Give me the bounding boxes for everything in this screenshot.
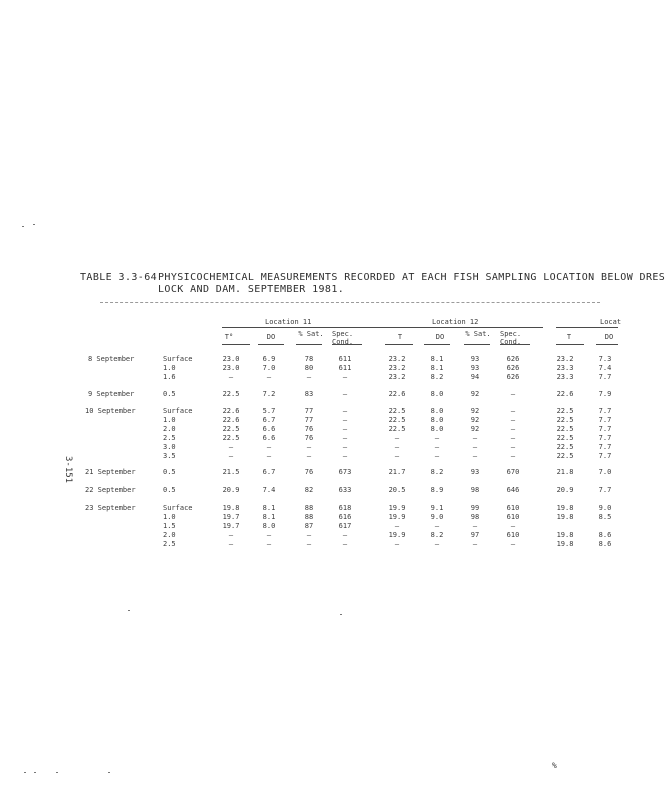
- cell: 22.5: [222, 425, 240, 433]
- row-date: 10 September: [85, 407, 136, 415]
- cell: 22.6: [222, 416, 240, 424]
- cell: 19.8: [556, 504, 574, 512]
- cell: 22.5: [556, 425, 574, 433]
- cell: 646: [506, 486, 520, 494]
- cell: 98: [470, 486, 480, 494]
- cell: 22.5: [388, 425, 406, 433]
- cell: 5.7: [262, 407, 276, 415]
- cell: 22.5: [388, 416, 406, 424]
- cell: 19.8: [556, 531, 574, 539]
- cell: 22.5: [556, 407, 574, 415]
- cell: 626: [506, 364, 520, 372]
- cell: –: [510, 443, 516, 451]
- cell: 87: [304, 522, 314, 530]
- cell: 7.2: [262, 390, 276, 398]
- row-depth: 1.5: [163, 522, 176, 530]
- cell: –: [342, 434, 348, 442]
- col-rule: [500, 344, 530, 345]
- row-depth: 2.5: [163, 540, 176, 548]
- cell: –: [306, 540, 312, 548]
- cell: 7.0: [598, 468, 612, 476]
- cell: 6.7: [262, 416, 276, 424]
- cell: 99: [470, 504, 480, 512]
- cell: 8.1: [430, 364, 444, 372]
- col-rule: [296, 344, 322, 345]
- cell: 8.2: [430, 468, 444, 476]
- cell: –: [306, 531, 312, 539]
- cell: 22.5: [556, 452, 574, 460]
- cell: –: [510, 407, 516, 415]
- cell: 673: [338, 468, 352, 476]
- cell: 82: [304, 486, 314, 494]
- cell: 8.5: [598, 513, 612, 521]
- cell: 8.0: [430, 425, 444, 433]
- cell: 626: [506, 355, 520, 363]
- col-header-l13-do: DO: [604, 333, 614, 341]
- cell: 22.5: [222, 390, 240, 398]
- cell: 77: [304, 407, 314, 415]
- col-rule: [222, 344, 250, 345]
- cell: –: [394, 540, 400, 548]
- cell: 8.0: [430, 390, 444, 398]
- cell: 7.7: [598, 373, 612, 381]
- cell: –: [472, 522, 478, 530]
- cell: 20.9: [222, 486, 240, 494]
- cell: –: [342, 540, 348, 548]
- cell: 22.5: [388, 407, 406, 415]
- cell: 76: [304, 434, 314, 442]
- cell: 23.0: [222, 355, 240, 363]
- cell: –: [394, 443, 400, 451]
- cell: –: [266, 540, 272, 548]
- scan-speck: [56, 772, 58, 773]
- cell: 23.3: [556, 364, 574, 372]
- cell: –: [228, 531, 234, 539]
- cell: 21.5: [222, 468, 240, 476]
- scan-speck: [128, 610, 130, 611]
- cell: 19.7: [222, 522, 240, 530]
- table-title-line2: LOCK AND DAM. SEPTEMBER 1981.: [158, 284, 345, 295]
- cell: 19.8: [222, 504, 240, 512]
- col-header-l11-do: DO: [266, 333, 276, 341]
- cell: –: [434, 452, 440, 460]
- cell: 6.7: [262, 468, 276, 476]
- cell: 88: [304, 513, 314, 521]
- row-date: 9 September: [88, 390, 135, 398]
- cell: 7.7: [598, 407, 612, 415]
- location-11-header: Location 11: [265, 318, 312, 326]
- row-depth: 2.0: [163, 531, 176, 539]
- cell: 23.2: [388, 364, 406, 372]
- cell: 21.7: [388, 468, 406, 476]
- cell: 626: [506, 373, 520, 381]
- cell: 633: [338, 486, 352, 494]
- cell: 92: [470, 425, 480, 433]
- cell: 7.4: [262, 486, 276, 494]
- cell: 19.9: [388, 513, 406, 521]
- scan-speck: [24, 772, 26, 773]
- cell: 9.0: [598, 504, 612, 512]
- cell: –: [342, 452, 348, 460]
- cell: 617: [338, 522, 352, 530]
- cell: 22.6: [388, 390, 406, 398]
- col-header-l12-sat: % Sat.: [465, 330, 491, 338]
- cell: 7.9: [598, 390, 612, 398]
- cell: 92: [470, 390, 480, 398]
- cell: –: [342, 373, 348, 381]
- cell: 7.7: [598, 416, 612, 424]
- cell: –: [342, 531, 348, 539]
- cell: 670: [506, 468, 520, 476]
- cell: 83: [304, 390, 314, 398]
- cell: 7.7: [598, 425, 612, 433]
- cell: –: [342, 390, 348, 398]
- cell: –: [510, 416, 516, 424]
- cell: 7.7: [598, 434, 612, 442]
- cell: 7.7: [598, 452, 612, 460]
- cell: 20.9: [556, 486, 574, 494]
- cell: –: [472, 443, 478, 451]
- cell: 23.2: [556, 355, 574, 363]
- row-depth: 1.0: [163, 364, 176, 372]
- cell: 23.3: [556, 373, 574, 381]
- table-title-line1: PHYSICOCHEMICAL MEASUREMENTS RECORDED AT EACH FISH SAMPLING LOCATION BELOW DRES: [158, 272, 665, 283]
- location-13-rule: [556, 327, 618, 328]
- cell: 22.5: [556, 443, 574, 451]
- cell: 8.6: [598, 540, 612, 548]
- cell: 7.4: [598, 364, 612, 372]
- cell: –: [342, 416, 348, 424]
- col-rule: [332, 344, 362, 345]
- cell: –: [434, 434, 440, 442]
- cell: 6.6: [262, 425, 276, 433]
- cell: 93: [470, 364, 480, 372]
- scan-speck: [22, 226, 24, 227]
- cell: –: [228, 540, 234, 548]
- cell: –: [266, 443, 272, 451]
- cell: 23.0: [222, 364, 240, 372]
- cell: –: [228, 452, 234, 460]
- cell: –: [434, 443, 440, 451]
- scan-speck: [340, 614, 342, 615]
- cell: –: [510, 540, 516, 548]
- cell: 19.8: [556, 513, 574, 521]
- cell: –: [472, 540, 478, 548]
- row-date: 22 September: [85, 486, 136, 494]
- cell: 19.9: [388, 504, 406, 512]
- cell: 7.3: [598, 355, 612, 363]
- row-depth: Surface: [163, 504, 193, 512]
- cell: 610: [506, 504, 520, 512]
- location-13-header: Locat: [600, 318, 622, 326]
- cell: 23.2: [388, 373, 406, 381]
- row-depth: 1.0: [163, 513, 176, 521]
- cell: –: [472, 434, 478, 442]
- cell: 6.9: [262, 355, 276, 363]
- cell: –: [228, 373, 234, 381]
- location-12-header: Location 12: [432, 318, 479, 326]
- cell: 611: [338, 355, 352, 363]
- col-rule: [424, 344, 450, 345]
- cell: 93: [470, 355, 480, 363]
- cell: 8.9: [430, 486, 444, 494]
- cell: 94: [470, 373, 480, 381]
- col-header-l12-cond: Spec. Cond.: [500, 330, 522, 346]
- row-depth: 2.5: [163, 434, 176, 442]
- col-rule: [464, 344, 490, 345]
- cell: 88: [304, 504, 314, 512]
- cell: 77: [304, 416, 314, 424]
- col-header-l11-cond: Spec. Cond.: [332, 330, 354, 346]
- cell: 19.7: [222, 513, 240, 521]
- cell: –: [394, 434, 400, 442]
- row-depth: 0.5: [163, 468, 176, 476]
- col-header-l11-temp: T°: [224, 333, 234, 341]
- col-rule: [258, 344, 284, 345]
- cell: 92: [470, 416, 480, 424]
- cell: 19.8: [556, 540, 574, 548]
- cell: 76: [304, 425, 314, 433]
- cell: 7.7: [598, 443, 612, 451]
- cell: –: [394, 452, 400, 460]
- cell: 8.2: [430, 373, 444, 381]
- row-date: 21 September: [85, 468, 136, 476]
- corner-mark: %: [552, 761, 557, 770]
- cell: 611: [338, 364, 352, 372]
- cell: –: [266, 452, 272, 460]
- row-depth: 3.0: [163, 443, 176, 451]
- cell: 92: [470, 407, 480, 415]
- row-depth: 3.5: [163, 452, 176, 460]
- cell: 22.6: [556, 390, 574, 398]
- cell: 80: [304, 364, 314, 372]
- cell: –: [472, 452, 478, 460]
- cell: –: [306, 452, 312, 460]
- cell: 8.2: [430, 531, 444, 539]
- cell: –: [434, 540, 440, 548]
- cell: 22.5: [222, 434, 240, 442]
- cell: 20.5: [388, 486, 406, 494]
- page-number: 3-151: [63, 456, 73, 484]
- cell: –: [342, 407, 348, 415]
- cell: 8.0: [430, 407, 444, 415]
- cell: –: [510, 434, 516, 442]
- row-depth: 1.0: [163, 416, 176, 424]
- cell: –: [266, 373, 272, 381]
- cell: –: [510, 452, 516, 460]
- cell: –: [394, 522, 400, 530]
- row-depth: 0.5: [163, 390, 176, 398]
- cell: –: [434, 522, 440, 530]
- cell: –: [306, 373, 312, 381]
- cell: –: [342, 443, 348, 451]
- title-underline: [100, 302, 600, 303]
- cell: –: [306, 443, 312, 451]
- row-depth: 2.0: [163, 425, 176, 433]
- cell: 19.9: [388, 531, 406, 539]
- row-date: 8 September: [88, 355, 135, 363]
- row-depth: Surface: [163, 355, 193, 363]
- cell: 22.5: [556, 416, 574, 424]
- col-header-l12-do: DO: [435, 333, 445, 341]
- cell: 7.7: [598, 486, 612, 494]
- cell: –: [342, 425, 348, 433]
- cell: –: [510, 390, 516, 398]
- row-depth: 1.6: [163, 373, 176, 381]
- table-label: TABLE 3.3-64: [80, 272, 158, 283]
- cell: 22.5: [556, 434, 574, 442]
- col-rule: [556, 344, 584, 345]
- cell: 23.2: [388, 355, 406, 363]
- row-depth: 0.5: [163, 486, 176, 494]
- col-header-l12-temp: T: [397, 333, 403, 341]
- row-depth: Surface: [163, 407, 193, 415]
- col-rule: [596, 344, 618, 345]
- cell: 9.0: [430, 513, 444, 521]
- cell: 6.6: [262, 434, 276, 442]
- cell: 8.1: [262, 504, 276, 512]
- cell: 9.1: [430, 504, 444, 512]
- cell: 76: [304, 468, 314, 476]
- cell: 618: [338, 504, 352, 512]
- col-rule: [385, 344, 413, 345]
- cell: –: [266, 531, 272, 539]
- cell: –: [228, 443, 234, 451]
- scan-speck: [34, 772, 36, 773]
- cell: 8.6: [598, 531, 612, 539]
- cell: 97: [470, 531, 480, 539]
- cell: 8.0: [430, 416, 444, 424]
- cell: –: [510, 522, 516, 530]
- cell: –: [510, 425, 516, 433]
- cell: 610: [506, 531, 520, 539]
- cell: 93: [470, 468, 480, 476]
- cell: 22.6: [222, 407, 240, 415]
- cell: 8.1: [430, 355, 444, 363]
- location-12-rule: [385, 327, 543, 328]
- cell: 78: [304, 355, 314, 363]
- cell: 98: [470, 513, 480, 521]
- col-header-l11-sat: % Sat.: [298, 330, 324, 338]
- cell: 8.1: [262, 513, 276, 521]
- cell: 21.8: [556, 468, 574, 476]
- row-date: 23 September: [85, 504, 136, 512]
- col-header-l13-temp: T: [566, 333, 572, 341]
- cell: 610: [506, 513, 520, 521]
- cell: 616: [338, 513, 352, 521]
- scan-speck: [33, 224, 35, 225]
- scan-speck: [108, 772, 110, 773]
- cell: 8.0: [262, 522, 276, 530]
- cell: 7.0: [262, 364, 276, 372]
